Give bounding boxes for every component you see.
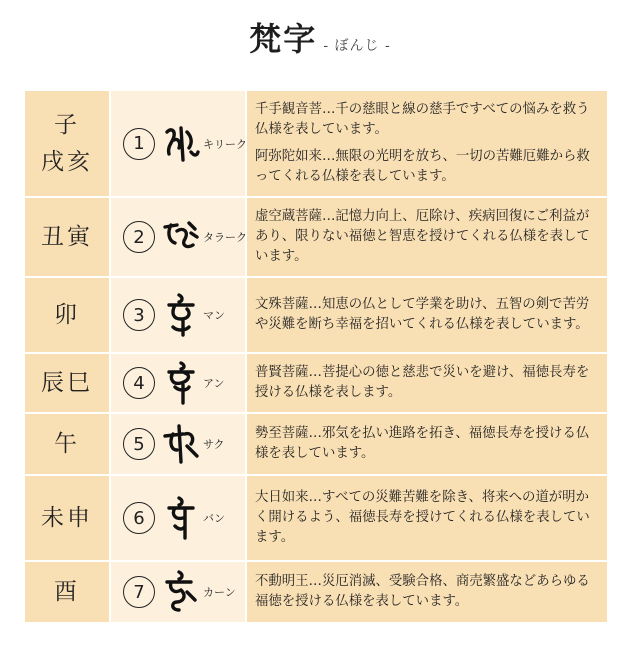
zodiac-label: 卯 [54, 301, 80, 328]
bonji-reading: キリーク [203, 137, 247, 151]
table-row [25, 354, 607, 414]
bonji-reading: タラーク [203, 231, 247, 244]
bonji-cell [111, 91, 247, 196]
description-text: 虚空蔵菩薩…記憶力向上、厄除け、疾病回復にご利益があり、限りない福徳と智恵を授けてくれる仏様を表しています。 [255, 209, 590, 264]
zodiac-cell [25, 414, 111, 474]
description-text: 大日如来…すべての災難苦難を除き、将来への道が明かく開けるよう、福徳長寿を授けてくれる仏様を表しています。 [255, 490, 590, 545]
zodiac-cell [25, 278, 111, 352]
bonji-table [25, 90, 607, 624]
bonji-reading: バン [203, 512, 225, 525]
description-cell [247, 91, 607, 196]
saku-bonji-icon [161, 422, 201, 466]
man-bonji-icon [161, 293, 201, 337]
description-cell [247, 278, 607, 352]
number-badge: 2 [123, 221, 155, 253]
bonji-cell [111, 562, 247, 622]
zodiac-cell [25, 476, 111, 560]
description-cell [247, 198, 607, 276]
description-cell [247, 354, 607, 412]
taraku-bonji-icon [161, 215, 201, 259]
number-badge: 3 [123, 299, 155, 331]
table-row [25, 476, 607, 562]
bonji-reading: マン [203, 309, 225, 322]
an-bonji-icon [161, 361, 201, 405]
table-row [25, 562, 607, 624]
bonji-cell [111, 198, 247, 276]
zodiac-label: 子 [54, 111, 80, 138]
title-reading: - ぼんじ - [323, 38, 391, 54]
description-text: 普賢菩薩…菩提心の徳と慈悲で災いを避け、福徳長寿を授ける仏様を表します。 [255, 365, 590, 400]
table-row [25, 91, 607, 198]
ban-bonji-icon [161, 496, 201, 540]
zodiac-label: 未申 [41, 504, 93, 531]
description-cell [247, 562, 607, 622]
zodiac-label: 丑寅 [41, 223, 93, 250]
zodiac-label: 戌亥 [41, 148, 93, 175]
number-badge: 1 [123, 128, 155, 160]
zodiac-cell [25, 562, 111, 622]
bonji-reading: サク [203, 438, 225, 451]
zodiac-cell [25, 198, 111, 276]
number-badge: 7 [123, 576, 155, 608]
table-row [25, 414, 607, 476]
description-text: 不動明王…災厄消滅、受験合格、商売繁盛などあらゆる福徳を授ける仏様を表しています。 [255, 574, 590, 609]
page-title [0, 14, 640, 60]
bonji-cell [111, 414, 247, 474]
zodiac-label: 酉 [54, 578, 80, 605]
description-cell [247, 414, 607, 474]
number-badge: 4 [123, 367, 155, 399]
table-row [25, 198, 607, 278]
description-text: 勢至菩薩…邪気を払い進路を拓き、福徳長寿を授ける仏様を表しています。 [255, 426, 590, 461]
bonji-cell [111, 354, 247, 412]
description-cell [247, 476, 607, 560]
title-main: 梵字 [249, 20, 318, 58]
zodiac-label: 辰巳 [41, 369, 93, 396]
table-row [25, 278, 607, 354]
kan-bonji-icon [161, 570, 201, 614]
zodiac-label: 午 [54, 430, 80, 457]
description-text: 文殊菩薩…知恵の仏として学業を助け、五智の剣で苦労や災難を断ち幸福を招いてくれる仏様を表しています。 [255, 297, 590, 332]
bonji-cell [111, 278, 247, 352]
bonji-cell [111, 476, 247, 560]
description-text: 千手観音菩…千の慈眼と線の慈手ですべての悩みを救う仏様を表しています。 [255, 102, 590, 137]
zodiac-cell [25, 91, 111, 196]
kiriku-bonji-icon [161, 122, 201, 166]
zodiac-cell [25, 354, 111, 412]
bonji-reading: カーン [203, 586, 236, 599]
number-badge: 5 [123, 428, 155, 460]
number-badge: 6 [123, 502, 155, 534]
description-text: 阿弥陀如来…無限の光明を放ち、一切の苦難厄難から救ってくれる仏様を表しています。 [255, 149, 590, 184]
bonji-reading: アン [203, 377, 225, 390]
